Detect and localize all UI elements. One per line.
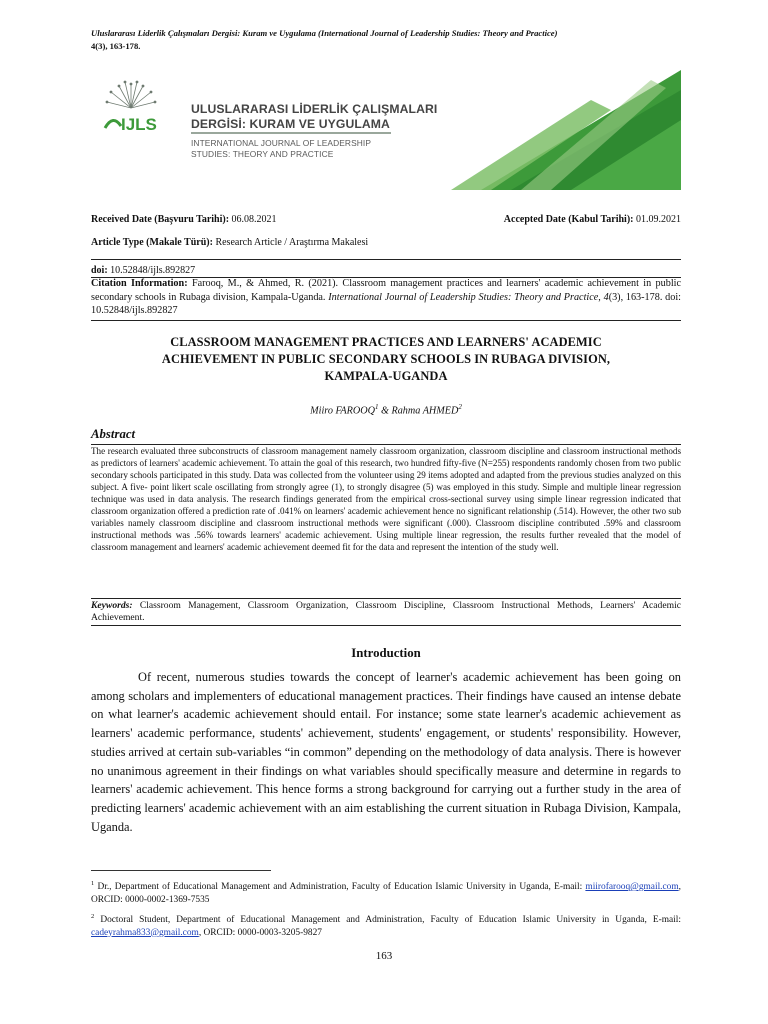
accepted-date-label: Accepted Date (Kabul Tarihi):: [503, 214, 634, 225]
journal-running-title: Uluslararası Liderlik Çalışmaları Dergisi: Kuram ve Uygulama (International Journal of Leadership Studies: Theory and Practice): [91, 28, 558, 38]
footnote-2-orcid: , ORCID: 0000-0003-3205-9827: [198, 927, 322, 938]
journal-banner: [91, 70, 681, 190]
citation-text: Farooq, M., & Ahmed, R. (2021). Classroom management practices and learners' academic achievement in public secondary schools in Rubaga division, Kampala-Uganda.: [91, 278, 682, 303]
footnote-1-mark: 1: [91, 880, 95, 887]
footnote-2-mark: 2: [91, 913, 95, 920]
divider-citation: [91, 320, 681, 321]
footnote-2-text: Doctoral Student, Department of Educational Management and Administration, Faculty of Education Islamic University in Uganda, E-mail:: [94, 915, 681, 926]
citation-information: [91, 277, 681, 318]
journal-title-en: [191, 138, 371, 160]
author-1: Miiro FAROOQ: [310, 405, 375, 417]
accepted-date-value: 01.09.2021: [636, 214, 681, 225]
logo-text: IJLS: [121, 115, 157, 134]
article-type-value: Research Article / Araştırma Makalesi: [215, 237, 369, 248]
divider-abstract-bottom: [91, 598, 681, 599]
received-date: [91, 213, 277, 226]
citation-volume: 4: [603, 291, 609, 303]
keywords: [91, 600, 681, 624]
footnote-1-email-link[interactable]: miirofarooq@gmail.com: [585, 882, 679, 893]
journal-title-en-line1: INTERNATIONAL JOURNAL OF LEADERSHIP: [191, 138, 372, 148]
paper-title-line2: ACHIEVEMENT IN PUBLIC SECONDARY SCHOOLS IN RUBAGA DIVISION,: [161, 352, 611, 366]
received-date-label: Received Date (Başvuru Tarihi):: [91, 214, 230, 225]
citation-label: Citation Information:: [91, 278, 188, 289]
paper-title: [91, 334, 681, 385]
citation-issue-pages: (3), 163-178. doi: 10.52848/ijls.892827: [91, 291, 681, 316]
section-heading-introduction: Introduction: [351, 646, 421, 660]
footnote-divider: [91, 870, 271, 871]
accepted-date: [504, 213, 681, 226]
divider-top: [91, 259, 681, 260]
keywords-text: Classroom Management, Classroom Organization, Classroom Discipline, Classroom Instructional Methods, Learners' Academic Achievement.: [91, 600, 681, 623]
article-type-label: Article Type (Makale Türü):: [91, 237, 213, 248]
author-joiner: &: [378, 405, 392, 417]
journal-title-en-line2: STUDIES: THEORY AND PRACTICE: [191, 149, 334, 159]
citation-sep: ,: [598, 291, 604, 303]
introduction-paragraph: Of recent, numerous studies towards the concept of learner's academic achievement has been going on among scholars and implementers of educational management practices. Their findings have caused an intense debate on what learner's academic achievement should entail. For instance; some state learner's academic achievement as learners' academic performance, students' achievement, students' engagement, or students' responsibility. However, studies arrived at certain sub-variables “in common” depending on the methodology of data analysis. There is however no unanimous agreement in their findings on what variables should specifically measure and determine in regards to learners' academic achievement. This hence forms a strong background for carrying out a further study in the area of predicting learners' academic achievement with an aim establishing the current situation in Rubaga Division, Kampala, Uganda.: [91, 670, 681, 834]
paper-title-line3: KAMPALA-UGANDA: [324, 369, 448, 383]
journal-title-tr-line1: ULUSLARARASI LİDERLİK ÇALIŞMALARI: [191, 102, 438, 116]
author-2-footnote-mark: 2: [458, 403, 462, 411]
paper-title-line1: CLASSROOM MANAGEMENT PRACTICES AND LEARNERS' ACADEMIC: [170, 335, 602, 349]
footnote-2-email-link[interactable]: cadeyrahma833@gmail.com: [91, 927, 199, 938]
footnote-1-text: Dr., Department of Educational Management and Administration, Faculty of Education Islamic University in Uganda, E-mail:: [94, 882, 586, 893]
running-head: [91, 27, 681, 53]
doi-label: doi:: [91, 265, 108, 276]
received-date-value: 06.08.2021: [231, 214, 277, 225]
keywords-label: Keywords:: [91, 600, 133, 611]
footnote-2: [91, 911, 681, 939]
footnote-1-orcid: , ORCID: 0000-0002-1369-7535: [91, 882, 681, 905]
abstract-heading: Abstract: [91, 427, 136, 441]
banner-decoration-graphic: [451, 70, 681, 190]
journal-volume-pages: 4(3), 163-178.: [91, 41, 141, 51]
journal-title-tr: [191, 102, 437, 132]
doi-value: 10.52848/ijls.892827: [110, 265, 196, 276]
divider-keywords: [91, 625, 681, 626]
banner-divider: [191, 132, 391, 134]
article-type: [91, 236, 368, 249]
doi: [91, 264, 195, 277]
ijls-logo-icon: [91, 70, 183, 190]
citation-journal: International Journal of Leadership Studies: Theory and Practice: [328, 291, 599, 303]
page-number: 163: [375, 950, 393, 962]
author-1-footnote-mark: 1: [374, 403, 379, 411]
abstract-text: The research evaluated three subconstructs of classroom management namely classroom organization, classroom discipline and classroom instructional methods as predictors of learners' academic achievement. To attain the goal of this research, two hundred fifty-five (N=255) respondents randomly chosen from two public secondary schools participated in this study. Data was collected from the volunteer using 29 items adopted and adapted from the previous studies analyzed on this subject. A five- point likert scale oscillating from strongly agree (1), to strongly disagree (5) was employed in this study. Simple and multiple linear regression technique was used in data analysis. The research findings generated from the empirical cross-sectional survey using simple linear regression indicated that classroom organization offered a prediction rate of .041% on learners' academic achievement hence no significant relationship (.514). However, the other two sub variables namely classroom discipline and classroom instructional methods were significant (.000). Classroom discipline contributed .59% and classroom instructional methods was .56% towards learners' academic achievement. Using multiple linear regression, the results further revealed that the model of classroom management and learners' academic achievement deemed fit for the data and represent the intention of the study well.: [91, 446, 681, 552]
author-list: [91, 401, 681, 417]
author-2: Rahma AHMED: [391, 405, 459, 417]
journal-title-tr-line2: DERGİSİ: KURAM VE UYGULAMA: [191, 117, 390, 131]
footnote-1: [91, 878, 681, 906]
